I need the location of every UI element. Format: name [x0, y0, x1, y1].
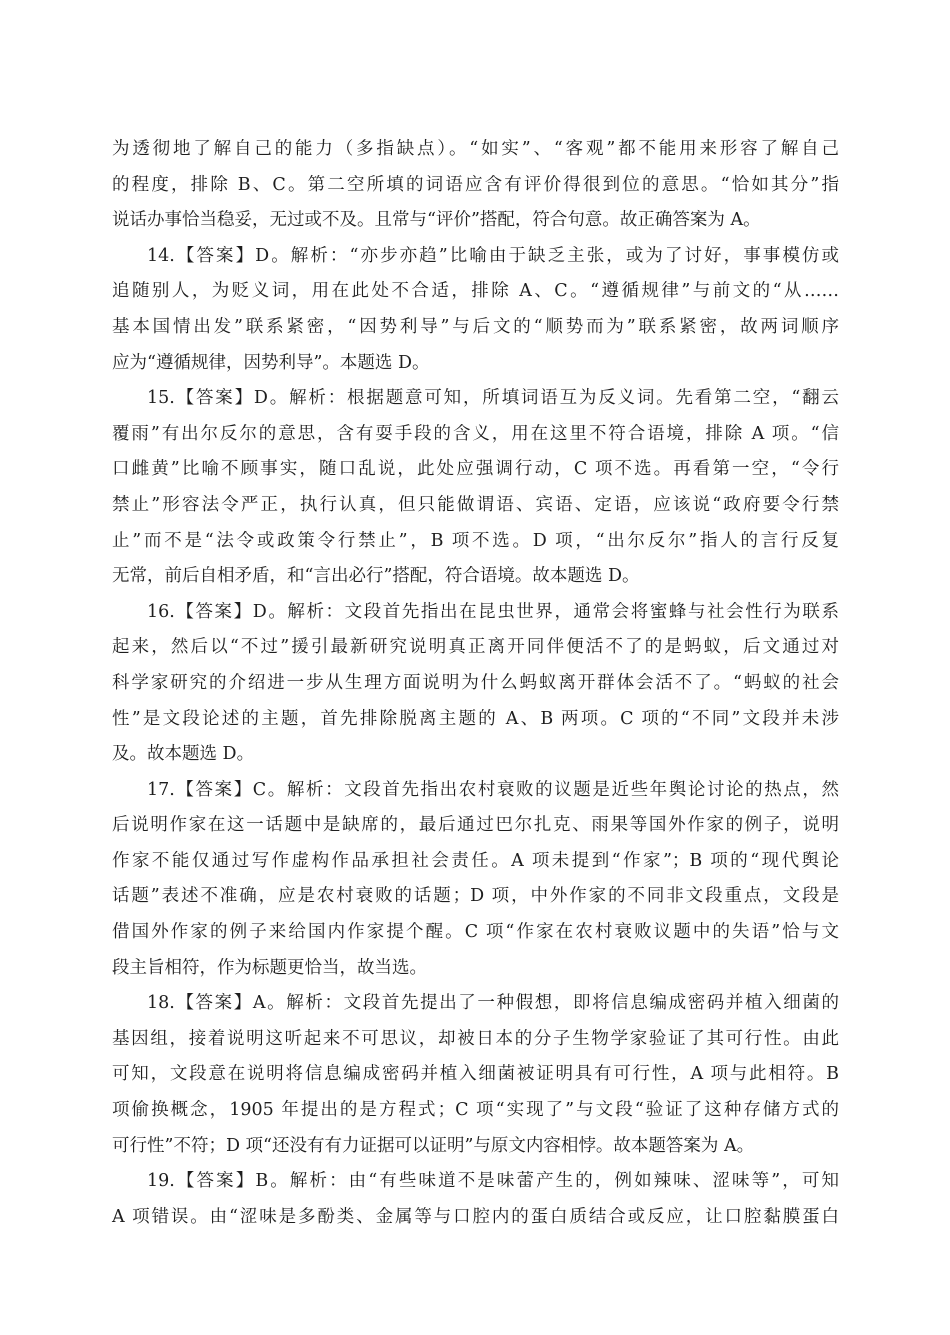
text-line: 无常，前后自相矛盾，和“言出必行”搭配，符合语境。故本题选 D。 — [112, 566, 640, 587]
text-line: 及。故本题选 D。 — [112, 744, 255, 765]
text-line: 16.【答案】D。解析：文段首先指出在昆虫世界，通常会将蜜蜂与社会性行为联系 — [147, 601, 839, 622]
text-line: 14.【答案】D。解析：“亦步亦趋”比喻由于缺乏主张，或为了讨好，事事模仿或 — [147, 245, 839, 266]
paragraph-15 — [112, 381, 839, 595]
text-line: 18.【答案】A。解析：文段首先提出了一种假想，即将信息编成密码并植入细菌的 — [147, 993, 839, 1014]
paragraph-18 — [112, 986, 839, 1164]
text-line: 覆雨”有出尔反尔的意思，含有耍手段的含义，用在这里不符合语境，排除 A 项。“信 — [112, 423, 839, 444]
text-line: 科学家研究的介绍进一步从生理方面说明为什么蚂蚁离开群体会活不了。“蚂蚁的社会 — [112, 672, 839, 693]
text-line: 后说明作家在这一话题中是缺席的，最后通过巴尔扎克、雨果等国外作家的例子，说明 — [112, 815, 839, 836]
text-line: 止”而不是“法令或政策令行禁止”，B 项不选。D 项，“出尔反尔”指人的言行反复 — [112, 530, 839, 551]
answer-explanation-page — [112, 132, 839, 1235]
text-line: 借国外作家的例子来给国内作家提个醒。C 项“作家在农村衰败议题中的失语”恰与文 — [112, 922, 839, 943]
text-line: 的程度，排除 B、C。第二空所填的词语应含有评价得很到位的意思。“恰如其分”指 — [112, 174, 839, 195]
paragraph-17 — [112, 773, 839, 987]
text-line: 基本国情出发”联系紧密，“因势利导”与后文的“顺势而为”联系紧密，故两词顺序 — [112, 316, 839, 337]
paragraph-19 — [112, 1164, 839, 1235]
text-line: 追随别人，为贬义词，用在此处不合适，排除 A、C。“遵循规律”与前文的“从…… — [112, 281, 839, 302]
text-line: 15.【答案】D。解析：根据题意可知，所填词语互为反义词。先看第二空，“翻云 — [147, 388, 839, 409]
text-line: 项偷换概念，1905 年提出的是方程式；C 项“实现了”与文段“验证了这种存储方式的 — [112, 1100, 839, 1121]
text-line: 可行性”不符；D 项“还没有有力证据可以证明”与原文内容相悖。故本题答案为 A。 — [112, 1135, 755, 1156]
text-line: 作家不能仅通过写作虚构作品承担社会责任。A 项未提到“作家”；B 项的“现代舆论 — [112, 850, 839, 871]
text-line: 口雌黄”比喻不顾事实，随口乱说，此处应强调行动，C 项不选。再看第一空，“令行 — [112, 459, 839, 480]
text-line: A 项错误。由“涩味是多酚类、金属等与口腔内的蛋白质结合或反应，让口腔黏膜蛋白 — [112, 1206, 839, 1227]
text-line: 为透彻地了解自己的能力（多指缺点）。“如实”、“客观”都不能用来形容了解自己 — [112, 139, 839, 159]
paragraph-13-continued — [112, 132, 839, 239]
paragraph-16 — [112, 595, 839, 773]
text-line: 可知，文段意在说明将信息编成密码并植入细菌被证明具有可行性，A 项与此相符。B — [112, 1064, 839, 1085]
text-line: 应为“遵循规律，因势利导”。本题选 D。 — [112, 352, 430, 373]
text-line: 19.【答案】B。解析：由“有些味道不是味蕾产生的，例如辣味、涩味等”，可知 — [147, 1171, 839, 1192]
text-line: 基因组，接着说明这听起来不可思议，却被日本的分子生物学家验证了其可行性。由此 — [112, 1028, 839, 1049]
text-line: 17.【答案】C。解析：文段首先指出农村衰败的议题是近些年舆论讨论的热点，然 — [147, 779, 839, 800]
text-line: 性”是文段论述的主题，首先排除脱离主题的 A、B 两项。C 项的“不同”文段并未涉 — [112, 708, 839, 729]
text-line: 禁止”形容法令严正，执行认真，但只能做谓语、宾语、定语，应该说“政府要令行禁 — [112, 494, 839, 515]
text-line: 起来，然后以“不过”援引最新研究说明真正离开同伴便活不了的是蚂蚁，后文通过对 — [112, 637, 839, 658]
paragraph-14 — [112, 239, 839, 381]
text-line: 段主旨相符，作为标题更恰当，故当选。 — [112, 957, 427, 978]
text-line: 话题”表述不准确，应是农村衰败的话题；D 项，中外作家的不同非文段重点，文段是 — [112, 886, 839, 907]
text-line: 说话办事恰当稳妥，无过或不及。且常与“评价”搭配，符合句意。故正确答案为 A。 — [112, 210, 761, 231]
